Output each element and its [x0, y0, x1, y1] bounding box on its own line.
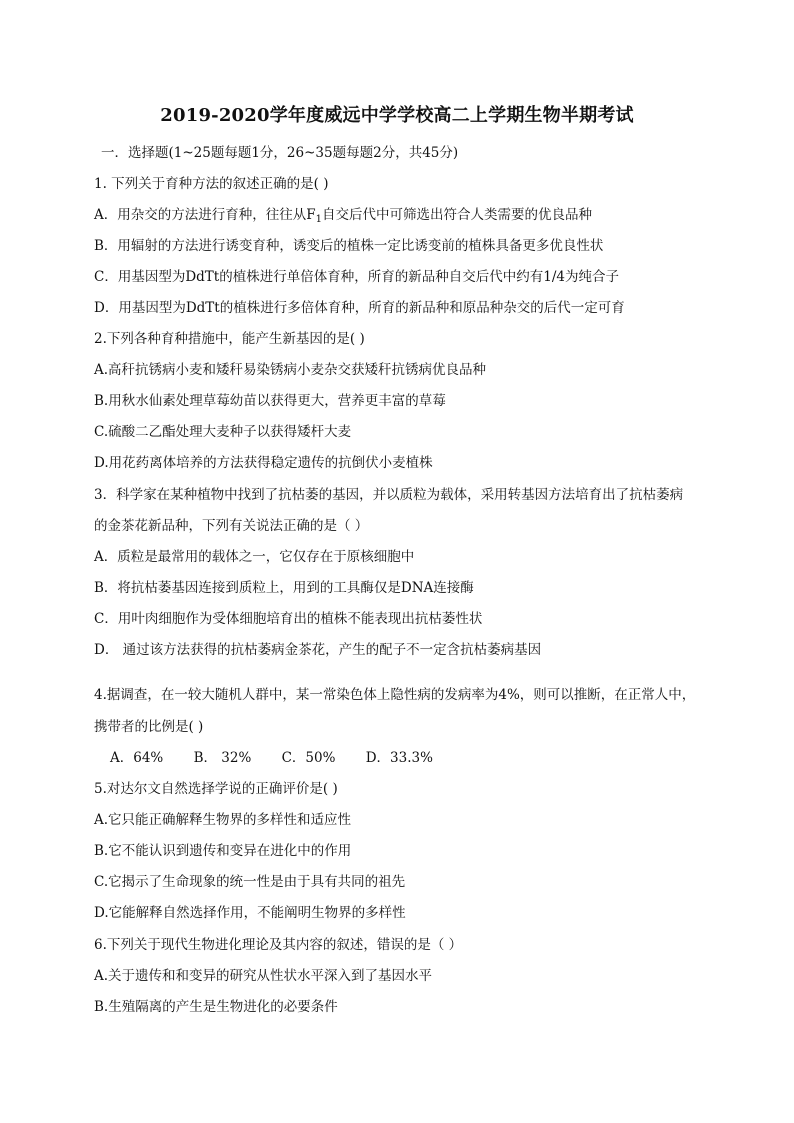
- question-1-option-d: D．用基因型为DdTt的植株进行多倍体育种，所育的新品种和原品种杂交的后代一定可育: [94, 300, 625, 316]
- question-3-option-c: C．用叶肉细胞作为受体细胞培育出的植株不能表现出抗枯萎性状: [94, 611, 483, 627]
- question-1-option-a: [94, 206, 706, 229]
- question-5-stem: 5.对达尔文自然选择学说的正确评价是( ): [94, 781, 338, 797]
- section-heading: 一．选择题(1~25题每题1分，26~35题每题2分，共45分): [101, 145, 459, 161]
- question-1-option-a-subscript: 1: [315, 214, 322, 225]
- question-2-option-d: D.用花药离体培养的方法获得稳定遗传的抗倒伏小麦植株: [94, 455, 433, 471]
- question-4-stem-line-2: 携带者的比例是( ): [94, 719, 204, 735]
- question-6-option-a: A.关于遗传和和变异的研究从性状水平深入到了基因水平: [94, 968, 433, 984]
- question-5-option-a: A.它只能正确解释生物界的多样性和适应性: [94, 812, 352, 828]
- question-4-option-a: A．64%: [110, 750, 164, 766]
- question-3-option-a: A．质粒是最常用的载体之一，它仅存在于原核细胞中: [94, 549, 415, 565]
- question-1-stem: 1. 下列关于育种方法的叙述正确的是( ): [94, 176, 329, 192]
- question-1-option-b: B．用辐射的方法进行诱变育种，诱变后的植株一定比诱变前的植株具备更多优良性状: [94, 238, 604, 254]
- question-6-stem: 6.下列关于现代生物进化理论及其内容的叙述，错误的是（ ）: [94, 937, 463, 953]
- question-5-option-b: B.它不能认识到遗传和变异在进化中的作用: [94, 843, 352, 859]
- question-3-option-b: B．将抗枯萎基因连接到质粒上，用到的工具酶仅是DNA连接酶: [94, 580, 474, 596]
- question-1-option-a-text: A．用杂交的方法进行育种，往往从F: [94, 207, 316, 223]
- question-2-option-c: C.硫酸二乙酯处理大麦种子以获得矮杆大麦: [94, 424, 352, 440]
- question-2-option-b: B.用秋水仙素处理草莓幼苗以获得更大，营养更丰富的草莓: [94, 393, 446, 409]
- question-1-option-c: C．用基因型为DdTt的植株进行单倍体育种，所育的新品种自交后代中约有1/4为纯合子: [94, 269, 619, 285]
- question-6-option-b: B.生殖隔离的产生是生物进化的必要条件: [94, 999, 338, 1015]
- question-5-option-d: D.它能解释自然选择作用，不能阐明生物界的多样性: [94, 905, 406, 921]
- question-1-option-a-rest: 自交后代中可筛选出符合人类需要的优良品种: [322, 207, 592, 223]
- question-3-stem-line-2: 的金茶花新品种，下列有关说法正确的是（ ）: [94, 518, 369, 534]
- question-3-option-d: D． 通过该方法获得的抗枯萎病金茶花，产生的配子不一定含抗枯萎病基因: [94, 642, 542, 658]
- question-2-option-a: A.高秆抗锈病小麦和矮秆易染锈病小麦杂交获矮秆抗锈病优良品种: [94, 362, 487, 378]
- question-4-options: [110, 749, 722, 767]
- question-4-option-b: B． 32%: [193, 750, 252, 766]
- page-title: 2019-2020学年度威远中学学校高二上学期生物半期考试: [160, 105, 634, 126]
- question-4-option-d: D．33.3%: [365, 750, 433, 766]
- question-5-option-c: C.它揭示了生命现象的统一性是由于具有共同的祖先: [94, 874, 406, 890]
- question-2-stem: 2.下列各种育种措施中，能产生新基因的是( ): [94, 331, 365, 347]
- question-4-option-c: C．50%: [281, 750, 336, 766]
- question-3-stem-line-1: 3．科学家在某种植物中找到了抗枯萎的基因，并以质粒为载体，采用转基因方法培育出了抗枯萎病: [94, 487, 684, 503]
- question-4-stem-line-1: 4.据调查，在一较大随机人群中，某一常染色体上隐性病的发病率为4%，则可以推断，在正常人中，: [94, 687, 696, 703]
